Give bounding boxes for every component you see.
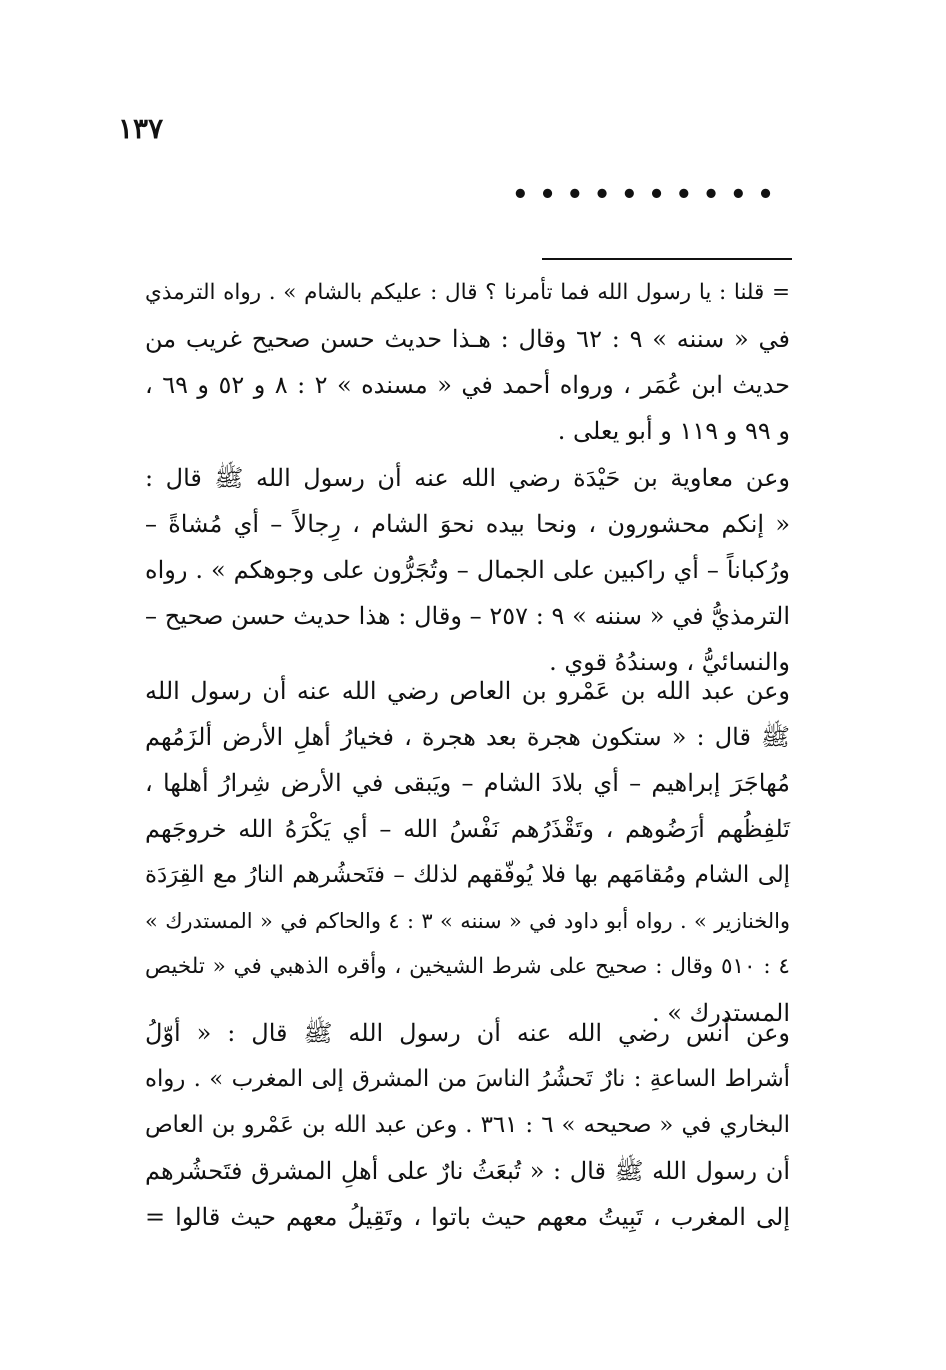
text-line: مُهاجَرَ إبراهيم – أي بلادَ الشام – ويَبقى في الأرض شِرارُ أهلها ، bbox=[145, 769, 790, 797]
text-line: ﷺ قال : « ستكون هجرة بعد هجرة ، فخيارُ أهلِ الأرض ألزَمُهم bbox=[145, 723, 790, 751]
separator-dots bbox=[512, 182, 774, 208]
text-line: ورُكباناً – أي راكبين على الجمال – وتُجَرُّون على وجوهكم » . رواه bbox=[145, 556, 790, 584]
separator-dot: • bbox=[757, 180, 774, 210]
hadith-abdullah-paragraph bbox=[145, 668, 790, 1036]
hadith-muawiya-paragraph bbox=[145, 455, 790, 685]
text-line: أشراط الساعةِ : نارٌ تَحشُرُ الناسَ من المشرق إلى المغرب » . رواه bbox=[145, 1066, 790, 1092]
separator-dot: • bbox=[566, 180, 584, 210]
text-line: = قلنا : يا رسول الله فما تأمرنا ؟ قال : عليكم بالشام » . رواه الترمذي bbox=[145, 280, 790, 305]
text-line: و ٩٩ و ١١٩ و أبو يعلى . bbox=[557, 417, 790, 445]
separator-dot: • bbox=[675, 180, 693, 210]
separator-dot: • bbox=[512, 180, 529, 210]
text-line: أن رسول الله ﷺ قال : « تُبعَثُ نارٌ على أهلِ المشرق فتَحشُرهم bbox=[145, 1157, 790, 1185]
text-line: ٤ : ٥١٠ وقال : صحيح على شرط الشيخين ، وأقره الذهبي في « تلخيص bbox=[145, 954, 790, 979]
text-line: في « سننه » ٩ : ٦٢ وقال : هـذا حديث حسن صحيح غريب من bbox=[145, 325, 790, 353]
separator-dot: • bbox=[539, 180, 556, 210]
text-line: والنسائيُّ ، وسندُهُ قوي . bbox=[549, 648, 790, 676]
page-number: ١٣٧ bbox=[118, 112, 164, 145]
footnote-rule bbox=[542, 258, 792, 260]
separator-dot: • bbox=[593, 180, 611, 210]
text-line: تَلفِظُهم أرَضُوهم ، وتَقْذَرُهم نَفْسُ الله – أي يَكْرَهُ الله خروجَهم bbox=[145, 815, 790, 843]
text-line: « إنكم محشورون ، ونحا بيده نحوَ الشام ، رِجالاً – أي مُشاةً – bbox=[145, 510, 791, 538]
text-line: المستدرك » . bbox=[651, 999, 790, 1027]
text-line: والخنازير » . رواه أبو داود في « سننه » ٣ : ٤ والحاكم في « المستدرك » bbox=[145, 909, 790, 933]
hadith-anas-paragraph bbox=[145, 1010, 790, 1240]
separator-dot: • bbox=[648, 180, 665, 210]
text-line: الترمذيُّ في « سننه » ٩ : ٢٥٧ – وقال : هذا حديث حسن صحيح – bbox=[145, 602, 791, 630]
separator-dot: • bbox=[730, 180, 747, 210]
text-line: إلى الشام ومُقامَهم بها فلا يُوفّقهم لذلك – فتَحشُرهم النارُ مع القِرَدَة bbox=[145, 862, 790, 888]
text-line: إلى المغرب ، تَبِيتُ معهم حيث باتوا ، وتَقِيلُ معهم حيث قالوا = bbox=[145, 1203, 790, 1231]
text-line: وعن معاوية بن حَيْدَة رضي الله عنه أن رسول الله ﷺ قال : bbox=[145, 464, 790, 492]
text-line: وعن أنس رضي الله عنه أن رسول الله ﷺ قال : « أوّلُ bbox=[145, 1019, 790, 1047]
text-line: حديث ابن عُمَر ، ورواه أحمد في « مسنده » ٢ : ٨ و ٥٢ و ٦٩ ، bbox=[145, 371, 791, 399]
text-line: وعن عبد الله بن عَمْرو بن العاص رضي الله عنه أن رسول الله bbox=[145, 677, 790, 705]
separator-dot: • bbox=[621, 180, 638, 210]
text-line: البخاري في « صحيحه » ٦ : ٣٦١ . وعن عبد الله بن عَمْرو بن العاص bbox=[145, 1112, 790, 1138]
footnote-paragraph-continued bbox=[145, 270, 790, 454]
separator-dot: • bbox=[702, 180, 720, 210]
